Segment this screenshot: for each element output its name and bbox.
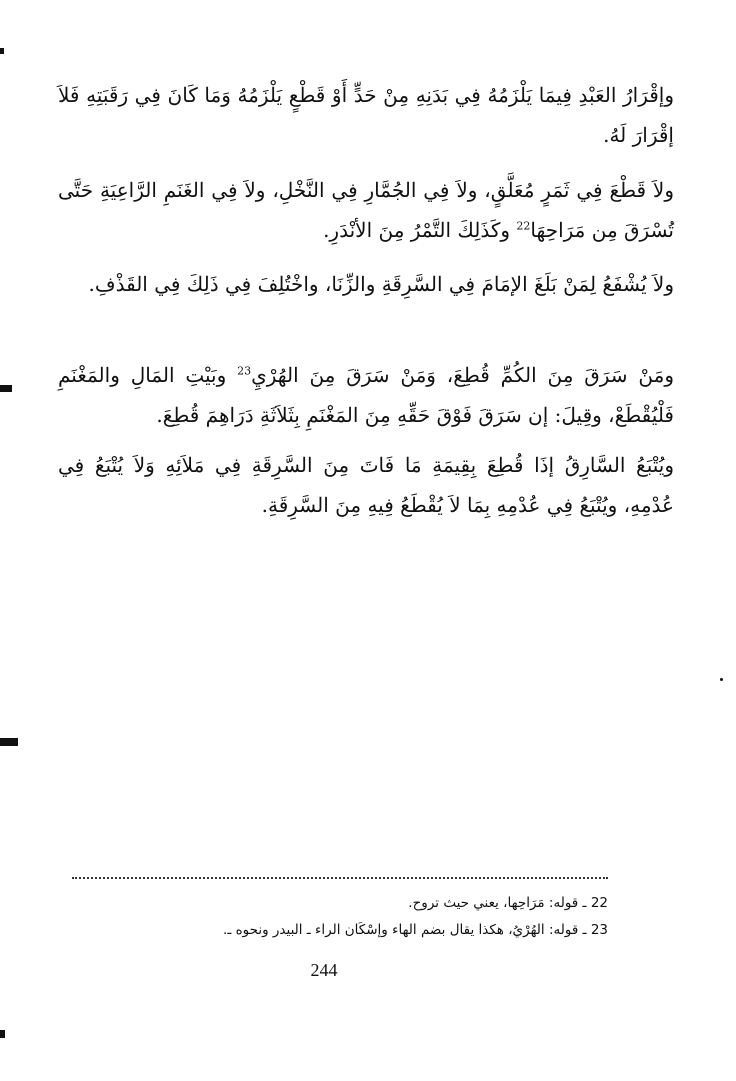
footnote-ref: 22 — [516, 219, 531, 233]
paragraph-theft-sleeve — [58, 355, 674, 435]
footnote-23: 23 ـ قوله: الهُرْيُ، هكذا يقال بضم الهاء وإسْكَان الراء ـ البيدر ونحوه ـ. — [223, 922, 608, 938]
footnote-separator — [72, 877, 608, 879]
paragraph-thief-liability: ويُتْبَعُ السَّارِقُ إذَا قُطِعَ بِقِيمَةِ مَا فَاتَ مِنَ السَّرِقَةِ فِي مَلاَئِهِ وَلاَ يُتْبَعُ فِي عُدْمِهِ، ويُتْبَعُ فِي عُدْمِهِ بِمَا لاَ يُقْطَعُ فِيهِ مِنَ السَّرِقَةِ. — [58, 453, 674, 517]
paragraph-text: وبَيْتِ المَالِ والمَغْنَمِ فَلْيُقْطَعْ، وقِيلَ: إن سَرَقَ فَوْقَ حَقِّهِ مِنَ المَغْنَمِ بِثَلاَثَةِ دَرَاهِمَ قُطِعَ. — [58, 363, 674, 427]
paragraph-text: وكَذَلِكَ التَّمْرُ مِنَ الأنْدَرِ. — [323, 218, 511, 242]
paragraph-hanging-fruit — [58, 170, 674, 250]
page-number: 244 — [310, 960, 338, 980]
footnote-ref: 23 — [237, 364, 252, 378]
paragraph-text: ولاَ قَطْعَ فِي ثَمَرٍ مُعَلَّقٍ، ولاَ فِي الجُمَّارِ فِي النَّخْلِ، ولاَ فِي الغَنَمِ الرَّاعِيَةِ حَتَّى تُسْرَقَ مِن مَرَاحِهَا — [58, 178, 674, 242]
footnote-22: 22 ـ قوله: مَرَاحِها، يعني حيث تروح. — [408, 895, 608, 911]
paragraph-slave-confession: وإقْرَارُ العَبْدِ فِيمَا يَلْزَمُهُ فِي بَدَنِهِ مِنْ حَدٍّ أَوْ قَطْعٍ يَلْزَمُهُ وَمَا كَانَ فِي رَقَبَتِهِ فَلاَ إقْرَارَ لَهُ. — [58, 83, 675, 147]
paragraph-text: ومَنْ سَرَقَ مِنَ الكُمِّ قُطِعَ، وَمَنْ سَرَقَ مِنَ الهُرْيِ — [251, 363, 674, 387]
scan-edge-mark — [0, 385, 12, 392]
scan-edge-mark — [0, 1030, 5, 1038]
scan-edge-mark — [0, 48, 4, 54]
paragraph-intercession: ولاَ يُشْفَعُ لِمَنْ بَلَغَ الإمَامَ فِي السَّرِقَةِ والزِّنَا، واخْتُلِفَ فِي ذَلِكَ فِي القَذْفِ. — [88, 272, 674, 296]
scan-speck — [720, 678, 723, 681]
footnotes — [140, 890, 608, 944]
scan-edge-mark — [0, 738, 18, 746]
